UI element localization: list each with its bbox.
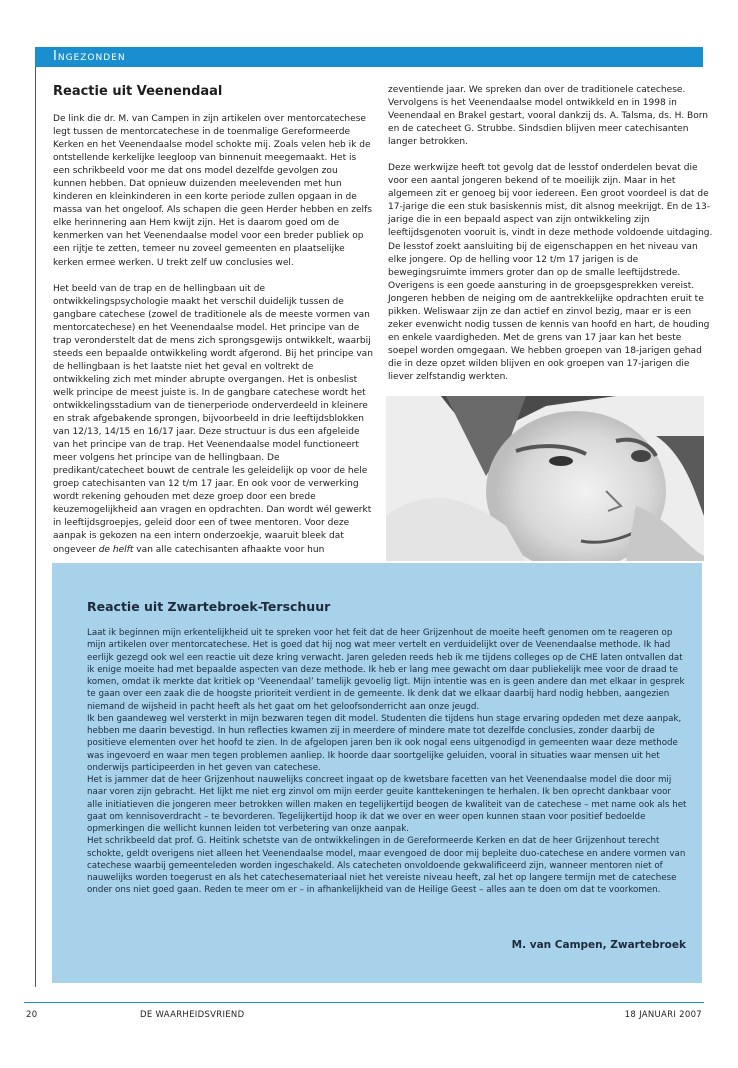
article1-paragraph-tail: van alle catechisanten afhaakte voor hun [133, 544, 325, 555]
footer-publication: DE WAARHEIDSVRIEND [140, 1010, 245, 1020]
article1-paragraph: De link die dr. M. van Campen in zijn artikelen over mentorcatechese legt tussen de mentorcatechese in de toenmalige Gereformeerde Kerken en het Veenendaalse model schokte mij. Zoals velen heb ik de ontstellende kerkelijke leegloop van binnenuit meegemaakt. Het is een schrikbeeld voor me dat ons model dezelfde gevolgen zou kunnen hebben. Dat opnieuw duizenden meelevenden met hun kinderen en kleinkinderen in een korte periode zullen opgaan in de massa van het ongeloof. Als schapen die geen Herder hebben en zelfs elke herinnering aan Hem kwijt zijn. Het is daarom goed om de kenmerken van het Veenendaalse model voor een breder publiek op een rijtje te zetten, temeer nu zoveel gemeenten en plaatselijke kerken ermee werken. U trekt zelf uw conclusies wel. [53, 114, 372, 268]
section-header-title: Ingezonden [53, 49, 126, 64]
article1-paragraph-text: Het beeld van de trap en de hellingbaan uit de ontwikkelingspsychologie maakt het verschil duidelijk tussen de gangbare catechese (zowel de traditionele als de meeste vormen van mentorcatechese) en het Veenendaalse model. Het principe van de trap veronderstelt dat de mens zich sprongsgewijs ontwikkelt, waarbij steeds een bepaalde ontwikkeling wordt afgerond. Bij het principe van de hellingbaan is het laatste niet het geval en voltrekt de ontwikkeling zich met minder abrupte overgangen. Het is onbeslist welk principe de meest juiste is. In de gangbare catechese wordt het ontwikkelingsstadium van de tienerperiode onderverdeeld in kleinere en strak afgebakende sprongen, bijvoorbeeld in drie leeftijdsblokken van 12/13, 14/15 en 16/17 jaar. Deze structuur is dus een afgeleide van het principe van de trap. Het Veenendaalse model functioneert meer volgens het principe van de hellingbaan. De predikant/catecheet bouwt de centrale les geleidelijk op voor de hele groep catechisanten van 12 t/m 17 jaar. En ook voor de verwerking wordt rekening gehouden met deze groep door een brede keuzemogelijkheid aan vragen en opdrachten. Dan wordt wél gewerkt in leeftijdsgroepjes, geleid door een of twee mentoren. Voor deze aanpak is gekozen na een intern onderzoekje, waaruit bleek dat ongeveer [53, 283, 373, 555]
article1-paragraph: zeventiende jaar. We spreken dan over de traditionele catechese. Vervolgens is het Veenendaalse model ontwikkeld en in 1998 in Veenendaal en Brakel gestart, vooral dankzij ds. A. Talsma, ds. H. Born en de catecheet G. Strubbe. Sindsdien blijven meer catechisanten langer betrokken. [388, 85, 709, 148]
italic-emphasis: de helft [98, 544, 134, 555]
article1-paragraph: Deze werkwijze heeft tot gevolg dat de lesstof onderdelen bevat die voor een aantal jongeren bekend of te moeilijk zijn. Maar in het algemeen zit er genoeg bij voor iedereen. Een groot voordeel is dat de 17-jarige die een stuk basiskennis mist, dit alsnog meekrijgt. En de 13-jarige die in een bepaald aspect van zijn ontwikkeling zijn leeftijdsgenoten vooruit is, vindt in deze methode voldoende uitdaging. De lesstof zoekt aansluiting bij de eigenschappen en het niveau van elke jongere. Op de helling voor 12 t/m 17 jarigen is de bewegingsruimte immers groter dan op de smalle leeftijdstrede. Overigens is een goede aansturing in de groepsgesprekken vereist. Jongeren hebben de neiging om de aantrekkelijke opdrachten eruit te pikken. Weliswaar zijn ze dan actief en zinvol bezig, maar er is een zeker evenwicht nodig tussen de kennis van hoofd en hart, de houding en enkele vaardigheden. Met de grens van 17 jaar kan het beste soepel worden omgegaan. We hebben groepen van 18-jarigen gehad die in deze opzet wilden blijven en ook groepen van 17-jarigen die liever zelfstandig werkten. [388, 163, 713, 382]
article2-paragraph: Laat ik beginnen mijn erkentelijkheid uit te spreken voor het feit dat de heer Grijzenhout de moeite heeft genomen om te reageren op mijn artikelen over mentorcatechese. Het is goed dat hij nog wat meer vertelt en verduidelijkt over de Veenendaalse methode. Ik had eerlijk gezegd ook wel een reactie uit deze kring verwacht. Jaren geleden reeds heb ik me tijdens colleges op de CHE laten ontvallen dat ik enige moeite had met bepaalde aspecten van deze methode. Ik heb er lang mee gewacht om daar publiekelijk mee voor de draad te komen, omdat ik merkte dat kritiek op ‘Veenendaal’ tamelijk gevoelig ligt. Mijn intentie was en is geen andere dan met elkaar in gesprek te gaan over een zaak die de hoogste prioriteit verdient in de gemeente. Ik denk dat we elkaar daarbij hard nodig hebben, aangezien niemand de wijsheid in pacht heeft als het gaat om het geloofsonderricht aan onze jeugd. [87, 628, 685, 712]
footer-date: 18 JANUARI 2007 [624, 1010, 702, 1020]
article1-paragraph [53, 283, 373, 557]
portrait-photo-illustration [386, 396, 704, 561]
section-header-bar [35, 47, 703, 67]
article2-signature: M. van Campen, Zwartebroek [511, 939, 686, 951]
article2-box [52, 563, 702, 983]
article2-body [87, 627, 687, 897]
left-margin-rule [35, 67, 36, 987]
article1-right-column [388, 84, 713, 397]
portrait-photo [386, 396, 704, 561]
article2-paragraph: Het schrikbeeld dat prof. G. Heitink schetste van de ontwikkelingen in de Gereformeerde Kerken en dat de heer Grijzenhout terecht schokte, geldt overigens niet alleen het Veenendaalse model, maar evengoed de door mij bepleite duo-catechese en andere vormen van catechese waarbij gemeenteleden worden ingeschakeld. Als catecheten onvoldoende gekwalificeerd zijn, wanneer mentoren niet of nauwelijks worden toegerust en als het catechesemateriaal niet het vereiste niveau heeft, zal het op langere termijn met de catechese onder ons niet goed gaan. Reden te meer om er – in afhankelijkheid van de Heilige Geest – alles aan te doen om dat te voorkomen. [87, 836, 686, 896]
footer-rule [24, 1002, 704, 1003]
article1-left-column [53, 113, 373, 570]
article1-title: Reactie uit Veenendaal [53, 84, 223, 99]
article2-paragraph: Het is jammer dat de heer Grijzenhout nauwelijks concreet ingaat op de kwetsbare facetten van het Veenendaalse model die door mij naar voren zijn gebracht. Het lijkt me niet erg zinvol om mijn eerder geuite kanttekeningen te herhalen. Ik ben oprecht dankbaar voor alle initiatieven die jongeren meer betrokken willen maken en tegelijkertijd beogen de kwaliteit van de catechese – met name ook als het gaat om kennisoverdracht – te bevorderen. Tegelijkertijd hoop ik dat we over en weer open kunnen staan voor positief bedoelde opmerkingen die wellicht kunnen leiden tot verbetering van onze aanpak. [87, 775, 687, 834]
footer-page-number: 20 [26, 1010, 38, 1020]
article2-title: Reactie uit Zwartebroek-Terschuur [87, 599, 331, 614]
article2-paragraph: Ik ben gaandeweg wel versterkt in mijn bezwaren tegen dit model. Studenten die tijdens hun stage ervaring opdeden met deze aanpak, hebben me daarin bevestigd. In hun reflecties kwamen zij in meerdere of mindere mate tot dezelfde conclusies, zonder daarbij de positieve elementen over het hoofd te zien. In de afgelopen jaren ben ik ook nogal eens uitgenodigd in gemeenten waar deze methode was ingevoerd en waar men tegen problemen aanliep. Ik hoorde daar soortgelijke geluiden, vooral in situaties waar mensen uit het onderwijs participeerden in het geven van catechese. [87, 713, 682, 773]
